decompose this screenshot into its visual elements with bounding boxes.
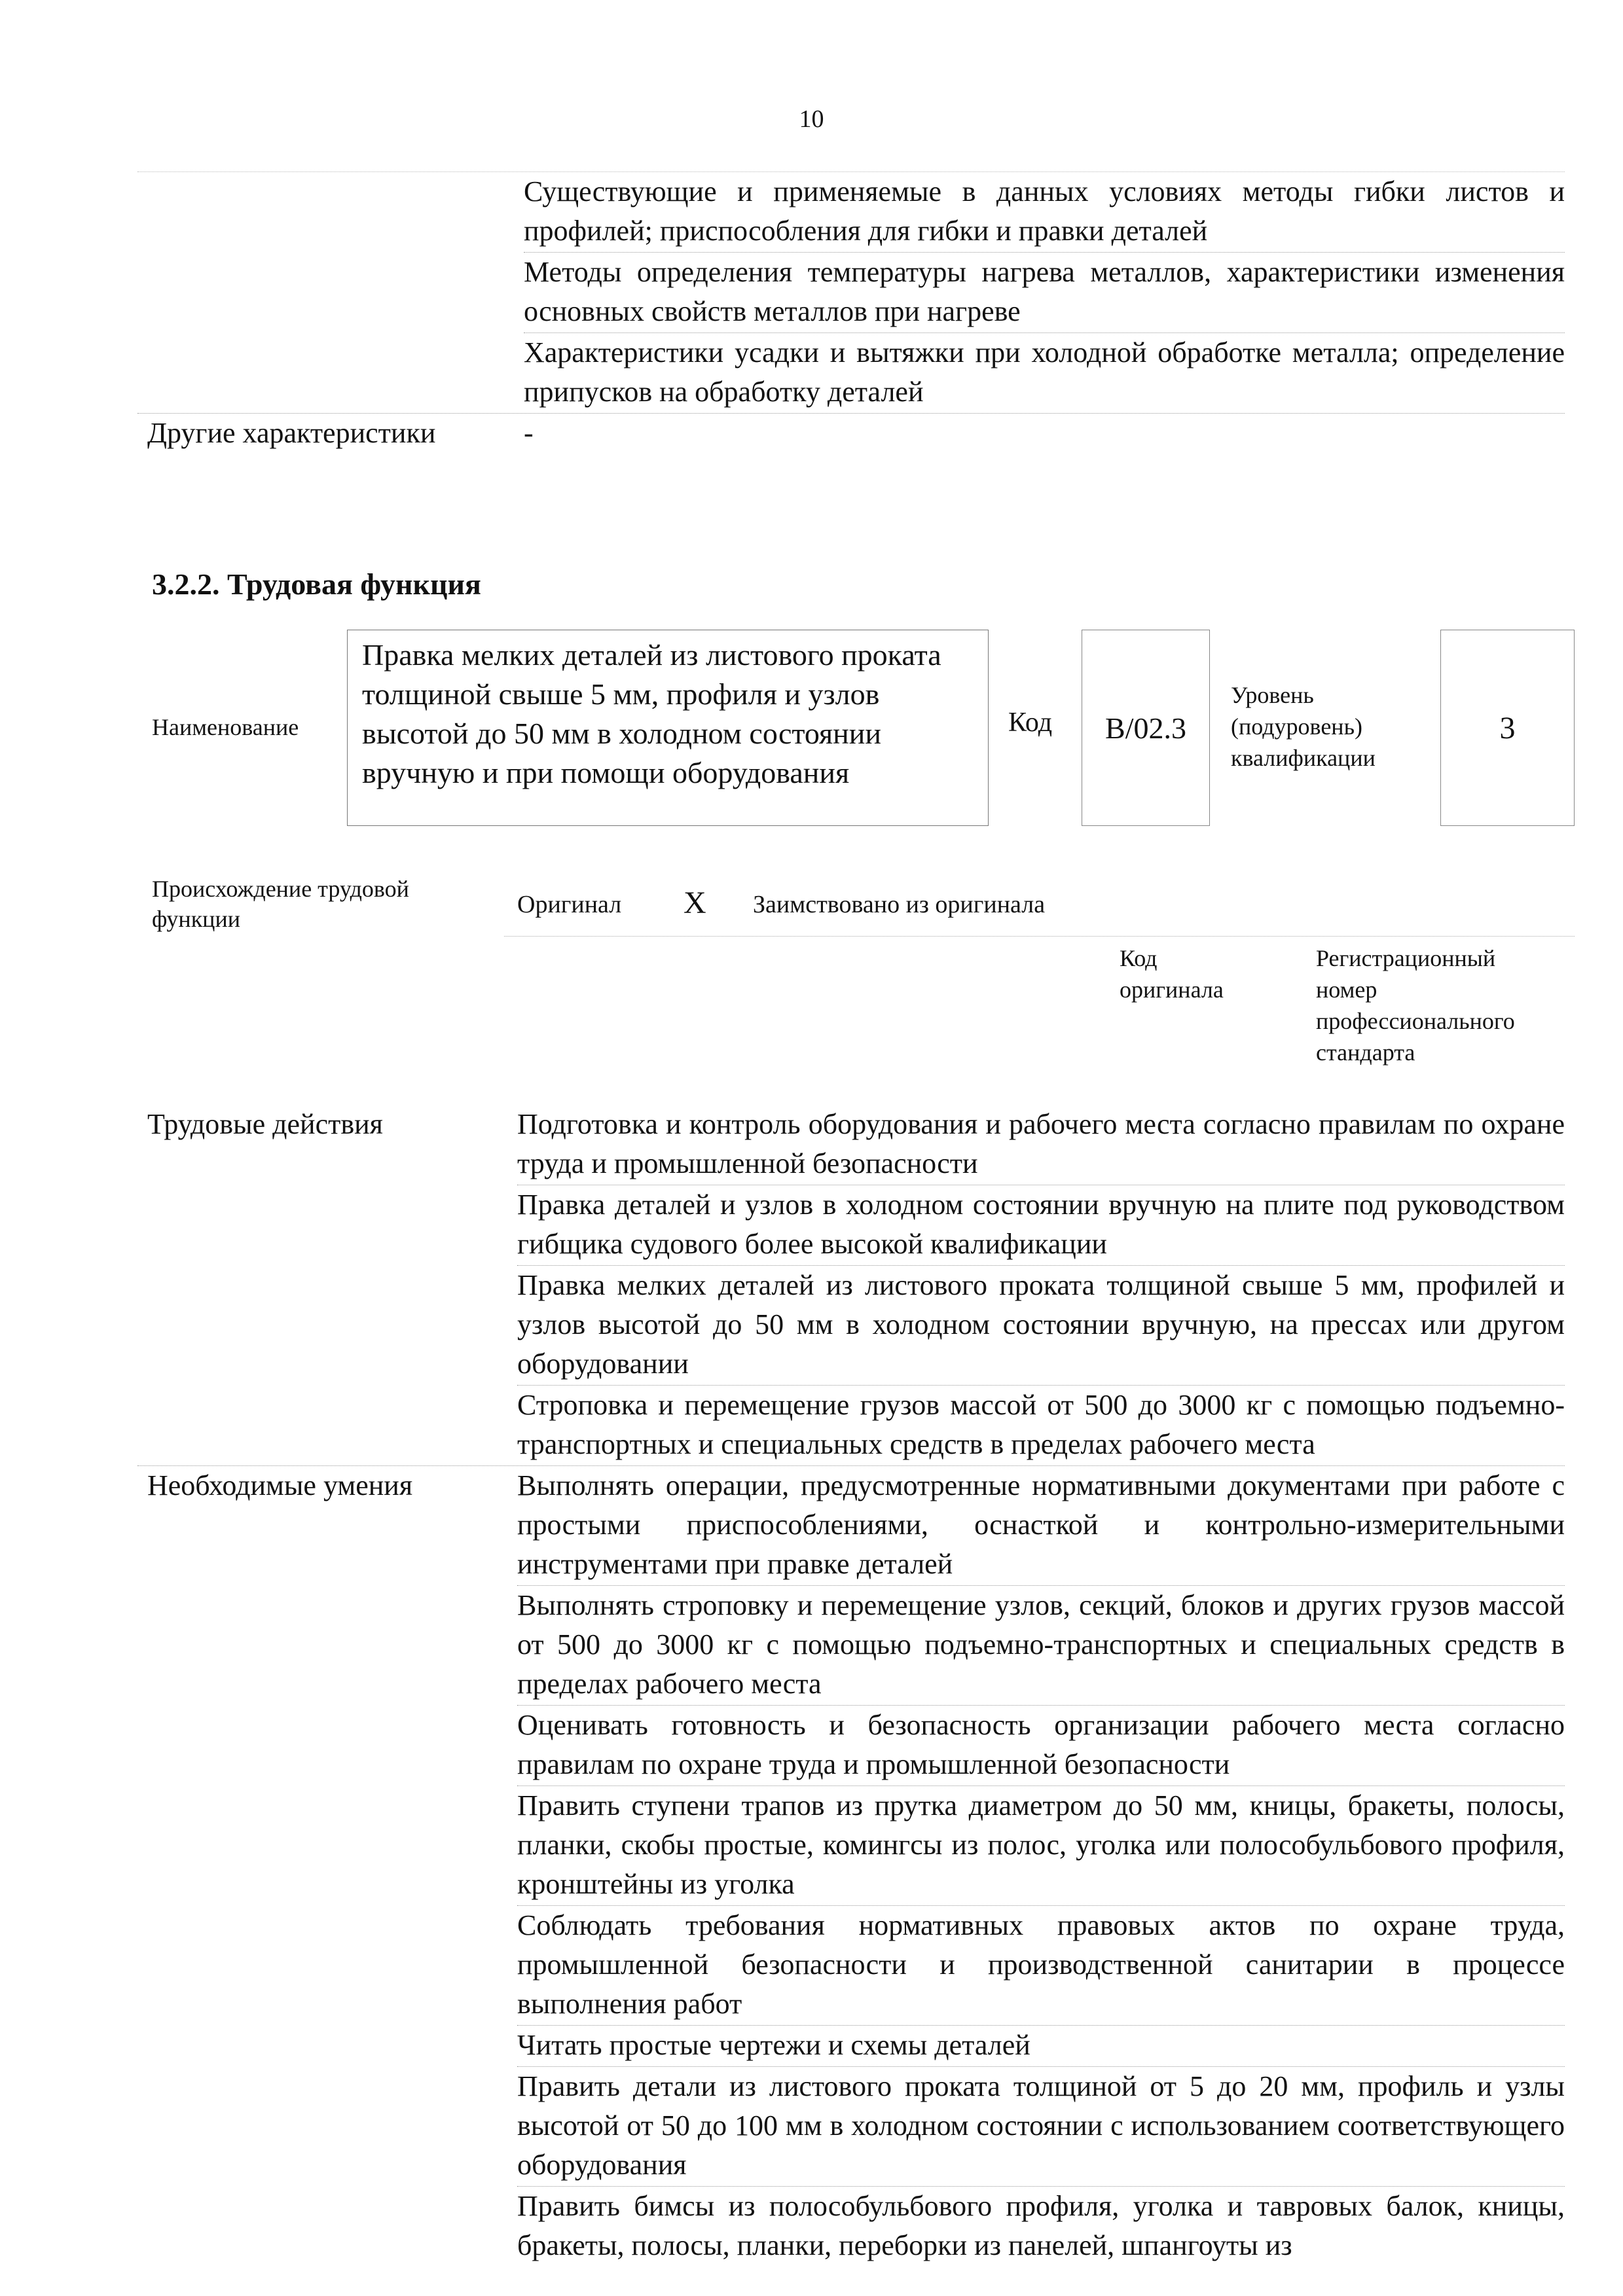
skill-item: Читать простые чертежи и схемы деталей <box>517 2026 1565 2067</box>
origin-borrowed: Заимствовано из оригинала <box>753 891 1046 918</box>
knowledge-items <box>524 172 1565 413</box>
qualification-level-box: 3 <box>1440 630 1575 826</box>
registration-label-line: стандарта <box>1316 1039 1415 1066</box>
skill-item: Выполнять операции, предусмотренные нормативными документами при работе с простыми приспособлениями, оснасткой и контрольно-измерительными инструментами при правке деталей <box>517 1466 1565 1586</box>
labor-actions-row <box>137 1105 1565 1466</box>
knowledge-item: Методы определения температуры нагрева металлов, характеристики изменения основных свойств металлов при нагреве <box>524 253 1565 333</box>
required-skills-row <box>137 1466 1565 2267</box>
registration-number-label <box>1316 942 1515 1068</box>
knowledge-continuation-table <box>137 171 1565 453</box>
qualification-level-label <box>1231 679 1376 774</box>
skill-item: Выполнять строповку и перемещение узлов, секций, блоков и других грузов массой от 500 до 3000 кг с помощью подъемно-транспортных и специальных средств в пределах рабочего места <box>517 1586 1565 1706</box>
level-label-line: Уровень <box>1231 682 1314 708</box>
knowledge-label-cell <box>137 172 524 413</box>
function-name-label: Наименование <box>152 714 299 740</box>
level-label-line: (подуровень) <box>1231 713 1362 740</box>
required-skills-items <box>517 1466 1565 2267</box>
original-code-label-line: Код <box>1120 945 1158 971</box>
skill-item: Соблюдать требования нормативных правовых актов по охране труда, промышленной безопасности и производственной санитарии в процессе выполнения работ <box>517 1906 1565 2026</box>
section-title: 3.2.2. Трудовая функция <box>152 567 481 601</box>
other-characteristics-row <box>137 414 1565 453</box>
original-code-label <box>1120 942 1224 1005</box>
function-details-table <box>137 1105 1565 2267</box>
registration-label-line: номер <box>1316 977 1377 1003</box>
origin-label <box>152 874 479 934</box>
function-code-box: B/02.3 <box>1082 630 1210 826</box>
function-code-label: Код <box>1008 708 1053 738</box>
labor-action-item: Строповка и перемещение грузов массой от 500 до 3000 кг с помощью подъемно-транспортных и специальных средств в пределах рабочего места <box>517 1389 1565 1460</box>
other-characteristics-label: Другие характеристики <box>147 417 436 449</box>
skill-item: Править бимсы из полособульбового профиля, уголка и тавровых балок, кницы, бракеты, полосы, планки, переборки из панелей, шпангоуты из <box>517 2190 1565 2261</box>
origin-mark: X <box>684 886 706 920</box>
level-label-line: квалификации <box>1231 745 1376 771</box>
labor-actions-items <box>517 1105 1565 1465</box>
other-characteristics-value: - <box>524 417 534 449</box>
labor-action-item: Правка деталей и узлов в холодном состоянии вручную на плите под руководством гибщика судового более высокой квалификации <box>517 1185 1565 1266</box>
labor-actions-label: Трудовые действия <box>147 1108 383 1140</box>
function-name-box: Правка мелких деталей из листового проката толщиной свыше 5 мм, профиля и узлов высотой до 50 мм в холодном состоянии вручную и при помощи оборудования <box>347 630 989 826</box>
registration-label-line: Регистрационный <box>1316 945 1496 971</box>
skill-item: Править детали из листового проката толщиной от 5 до 20 мм, профиль и узлы высотой от 50 до 100 мм в холодном состоянии с использованием соответствующего оборудования <box>517 2067 1565 2187</box>
knowledge-item: Существующие и применяемые в данных условиях методы гибки листов и профилей; приспособления для гибки и правки деталей <box>524 172 1565 253</box>
knowledge-row <box>137 172 1565 414</box>
original-code-label-line: оригинала <box>1120 977 1224 1003</box>
origin-label-line: функции <box>152 906 240 932</box>
page-number: 10 <box>799 105 824 133</box>
required-skills-label: Необходимые умения <box>147 1469 413 1501</box>
origin-original: Оригинал <box>517 891 622 918</box>
skill-item: Оценивать готовность и безопасность организации рабочего места согласно правилам по охране труда и промышленной безопасности <box>517 1706 1565 1786</box>
labor-action-item: Правка мелких деталей из листового проката толщиной свыше 5 мм, профилей и узлов высотой до 50 мм в холодном состоянии вручную, на прессах или другом оборудовании <box>517 1266 1565 1386</box>
origin-label-line: Происхождение трудовой <box>152 876 409 902</box>
registration-label-line: профессионального <box>1316 1008 1515 1034</box>
origin-divider <box>504 936 1575 937</box>
knowledge-item: Характеристики усадки и вытяжки при холодной обработке металла; определение припусков на обработку деталей <box>524 336 1565 408</box>
skill-item: Править ступени трапов из прутка диаметром до 50 мм, кницы, бракеты, полосы, планки, скобы простые, комингсы из полос, уголка или полособульбового профиля, кронштейны из уголка <box>517 1786 1565 1906</box>
labor-action-item: Подготовка и контроль оборудования и рабочего места согласно правилам по охране труда и промышленной безопасности <box>517 1105 1565 1185</box>
